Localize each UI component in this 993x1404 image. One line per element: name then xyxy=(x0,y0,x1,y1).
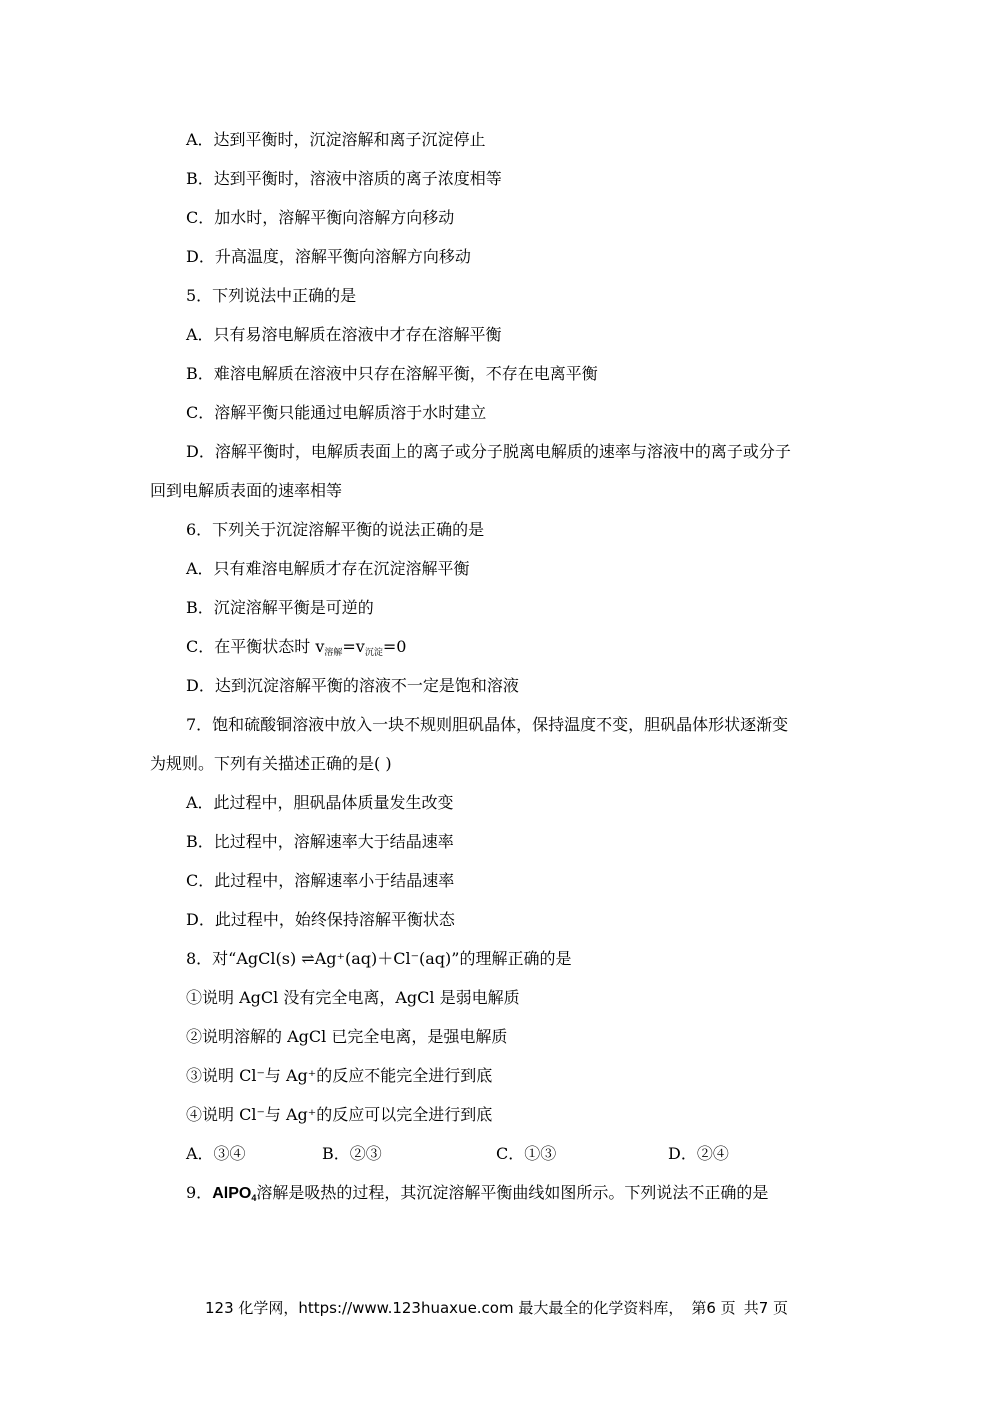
q6-c-mid: =v xyxy=(342,637,365,656)
footer-page-number: 第6 页 xyxy=(691,1299,736,1317)
q6-c-sub-precipitate: 沉淀 xyxy=(364,648,383,658)
q6-option-b: B．沉淀溶解平衡是可逆的 xyxy=(186,598,374,617)
q6-option-c xyxy=(186,636,406,664)
q6-c-sub-dissolve: 溶解 xyxy=(324,648,343,658)
q8-statement-2: ②说明溶解的 AgCl 已完全电离，是强电解质 xyxy=(186,1027,508,1046)
q8-option-d: D．②④ xyxy=(668,1144,729,1163)
q8-option-a: A．③④ xyxy=(186,1144,246,1163)
q9-stem xyxy=(186,1182,768,1209)
q7-stem-line2: 为规则。下列有关描述正确的是( ) xyxy=(150,754,392,773)
q5-stem: 5．下列说法中正确的是 xyxy=(186,286,357,305)
q6-c-post: =0 xyxy=(382,637,407,656)
q6-option-a: A．只有难溶电解质才存在沉淀溶解平衡 xyxy=(186,559,470,578)
q8-option-b: B．②③ xyxy=(322,1144,382,1163)
q4-option-c: C．加水时，溶解平衡向溶解方向移动 xyxy=(186,208,455,227)
q5-option-c: C．溶解平衡只能通过电解质溶于水时建立 xyxy=(186,403,487,422)
q8-statement-3: ③说明 Cl⁻与 Ag⁺的反应不能完全进行到底 xyxy=(186,1066,493,1085)
q5-option-a: A．只有易溶电解质在溶液中才存在溶解平衡 xyxy=(186,325,502,344)
q9-formula-subscript: 4 xyxy=(251,1193,257,1203)
q8-stem: 8．对“AgCl(s) ⇌Ag⁺(aq)＋Cl⁻(aq)”的理解正确的是 xyxy=(186,949,572,968)
q7-option-b: B．比过程中，溶解速率大于结晶速率 xyxy=(186,832,454,851)
q4-option-b: B．达到平衡时，溶液中溶质的离子浓度相等 xyxy=(186,169,502,188)
q7-option-c: C．此过程中，溶解速率小于结晶速率 xyxy=(186,871,455,890)
q6-c-pre: C．在平衡状态时 v xyxy=(186,637,325,656)
q4-option-d: D．升高温度，溶解平衡向溶解方向移动 xyxy=(186,247,471,266)
q7-stem-line1: 7．饱和硫酸铜溶液中放入一块不规则胆矾晶体，保持温度不变，胆矾晶体形状逐渐变 xyxy=(186,715,789,734)
q6-option-d: D．达到沉淀溶解平衡的溶液不一定是饱和溶液 xyxy=(186,676,519,695)
q5-option-d-line1: D．溶解平衡时，电解质表面上的离子或分子脱离电解质的速率与溶液中的离子或分子 xyxy=(186,442,791,461)
q8-statement-1: ①说明 AgCl 没有完全电离，AgCl 是弱电解质 xyxy=(186,988,520,1007)
q6-stem: 6．下列关于沉淀溶解平衡的说法正确的是 xyxy=(186,520,485,539)
q8-option-c: C．①③ xyxy=(496,1144,557,1163)
q7-option-d: D．此过程中，始终保持溶解平衡状态 xyxy=(186,910,455,929)
q8-statement-4: ④说明 Cl⁻与 Ag⁺的反应可以完全进行到底 xyxy=(186,1105,493,1124)
footer-total-pages: 共7 页 xyxy=(743,1299,788,1317)
q7-option-a: A．此过程中，胆矾晶体质量发生改变 xyxy=(186,793,454,812)
page-footer xyxy=(0,1297,993,1318)
q5-option-b: B．难溶电解质在溶液中只存在溶解平衡，不存在电离平衡 xyxy=(186,364,598,383)
q5-option-d-line2: 回到电解质表面的速率相等 xyxy=(150,481,343,500)
q9-stem-text: 溶解是吸热的过程，其沉淀溶解平衡曲线如图所示。下列说法不正确的是 xyxy=(256,1183,769,1202)
footer-site: 123 化学网，https://www.123huaxue.com 最大最全的化学资料库， xyxy=(204,1299,684,1317)
q9-number: 9． xyxy=(186,1183,213,1202)
q9-formula: AlPO xyxy=(212,1185,252,1202)
q4-option-a: A．达到平衡时，沉淀溶解和离子沉淀停止 xyxy=(186,130,486,149)
